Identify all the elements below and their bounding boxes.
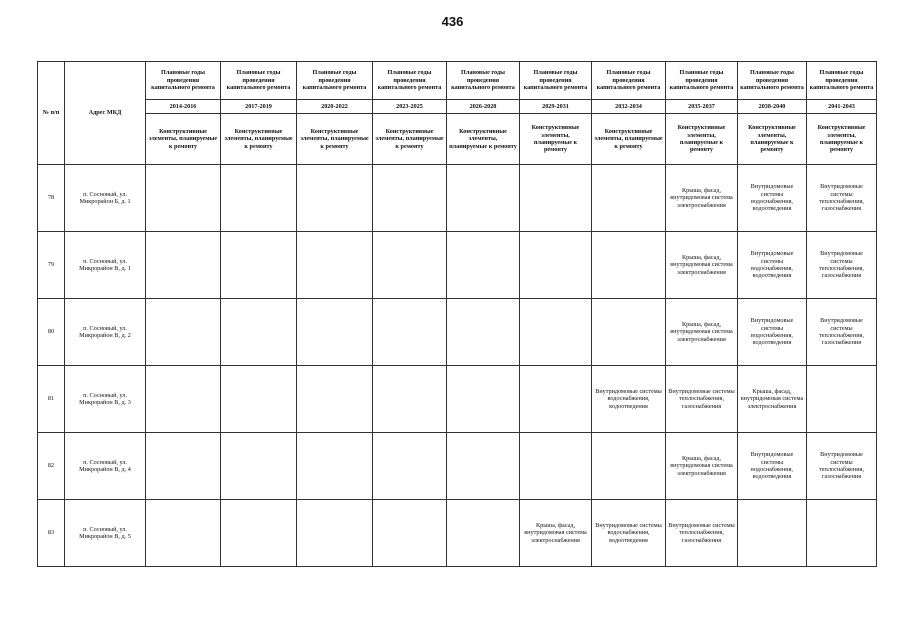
repair-elements-cell (807, 366, 877, 433)
repair-elements-cell (297, 165, 373, 232)
repair-elements-cell (373, 165, 447, 232)
row-address: п. Сосновый, ул. Микрорайон В, д. 4 (65, 433, 146, 500)
header-plan-years: Плановые годы проведения капитального ремонта (666, 62, 738, 100)
repair-elements-cell: Внутридомовые системы водоснабжения, водоотведения (592, 366, 666, 433)
row-address: п. Сосновый, ул. Микрорайон В, д. 2 (65, 299, 146, 366)
header-elements: Конструктивные элементы, планируемые к ремонту (297, 114, 373, 165)
row-number: 78 (38, 165, 65, 232)
repair-elements-cell: Внутридомовые системы водоснабжения, водоотведения (738, 165, 807, 232)
repair-elements-cell (221, 433, 297, 500)
repair-elements-cell (520, 232, 592, 299)
table-row (38, 299, 877, 366)
row-number: 80 (38, 299, 65, 366)
repair-elements-cell (373, 366, 447, 433)
repair-elements-cell (146, 366, 221, 433)
row-number: 79 (38, 232, 65, 299)
row-number: 83 (38, 500, 65, 567)
header-plan-years: Плановые годы проведения капитального ремонта (592, 62, 666, 100)
repair-elements-cell (146, 232, 221, 299)
repair-elements-cell (297, 366, 373, 433)
header-plan-years: Плановые годы проведения капитального ремонта (520, 62, 592, 100)
header-elements: Конструктивные элементы, планируемые к ремонту (221, 114, 297, 165)
header-elements: Конструктивные элементы, планируемые к ремонту (666, 114, 738, 165)
repair-elements-cell (297, 433, 373, 500)
repair-elements-cell (520, 165, 592, 232)
repair-elements-cell: Крыша, фасад, внутридомовая система электроснабжения (520, 500, 592, 567)
repair-schedule-table (37, 61, 877, 567)
header-plan-years: Плановые годы проведения капитального ремонта (297, 62, 373, 100)
header-address: Адрес МКД (65, 62, 146, 165)
header-plan-years: Плановые годы проведения капитального ремонта (221, 62, 297, 100)
header-year-range: 2041-2043 (807, 100, 877, 114)
repair-elements-cell (447, 366, 520, 433)
repair-elements-cell (373, 299, 447, 366)
repair-elements-cell: Внутридомовые системы теплоснабжения, газоснабжения (807, 165, 877, 232)
header-year-range: 2014-2016 (146, 100, 221, 114)
repair-elements-cell (146, 299, 221, 366)
header-plan-years: Плановые годы проведения капитального ремонта (738, 62, 807, 100)
header-plan-years: Плановые годы проведения капитального ремонта (447, 62, 520, 100)
repair-elements-cell (221, 366, 297, 433)
row-address: п. Сосновый, ул. Микрорайон В, д. 1 (65, 232, 146, 299)
header-year-range: 2017-2019 (221, 100, 297, 114)
row-number: 81 (38, 366, 65, 433)
header-year-range: 2032-2034 (592, 100, 666, 114)
repair-elements-cell: Внутридомовые системы теплоснабжения, газоснабжения (807, 232, 877, 299)
repair-elements-cell (373, 433, 447, 500)
table-row (38, 500, 877, 567)
header-year-range: 2026-2028 (447, 100, 520, 114)
repair-elements-cell (297, 500, 373, 567)
repair-elements-cell (373, 232, 447, 299)
table-row (38, 165, 877, 232)
header-elements: Конструктивные элементы, планируемые к ремонту (807, 114, 877, 165)
repair-elements-cell: Внутридомовые системы теплоснабжения, газоснабжения (807, 299, 877, 366)
repair-elements-cell: Внутридомовые системы теплоснабжения, газоснабжения (807, 433, 877, 500)
page-number: 436 (441, 14, 464, 29)
repair-elements-cell: Внутридомовые системы теплоснабжения, газоснабжения (666, 366, 738, 433)
repair-elements-cell (221, 299, 297, 366)
header-year-range: 2038-2040 (738, 100, 807, 114)
repair-elements-cell (447, 500, 520, 567)
header-elements: Конструктивные элементы, планируемые к ремонту (146, 114, 221, 165)
repair-elements-cell: Внутридомовые системы водоснабжения, водоотведения (738, 433, 807, 500)
repair-elements-cell (297, 299, 373, 366)
row-address: п. Сосновый, ул. Микрорайон Б, д. 1 (65, 165, 146, 232)
repair-elements-cell (520, 433, 592, 500)
row-number: 82 (38, 433, 65, 500)
repair-elements-cell (447, 433, 520, 500)
header-elements: Конструктивные элементы, планируемые к ремонту (592, 114, 666, 165)
repair-elements-cell (373, 500, 447, 567)
repair-elements-cell (447, 232, 520, 299)
table-row (38, 433, 877, 500)
table-body (38, 165, 877, 567)
repair-elements-cell (146, 433, 221, 500)
repair-elements-cell: Крыша, фасад, внутридомовая система электроснабжения (666, 165, 738, 232)
repair-elements-cell: Крыша, фасад, внутридомовая система электроснабжения (666, 433, 738, 500)
header-plan-years: Плановые годы проведения капитального ремонта (807, 62, 877, 100)
repair-elements-cell (738, 500, 807, 567)
repair-elements-cell (221, 500, 297, 567)
header-plan-years: Плановые годы проведения капитального ремонта (146, 62, 221, 100)
header-year-range: 2023-2025 (373, 100, 447, 114)
repair-elements-cell (520, 299, 592, 366)
header-elements: Конструктивные элементы, планируемые к ремонту (373, 114, 447, 165)
repair-elements-cell (221, 165, 297, 232)
header-year-range: 2020-2022 (297, 100, 373, 114)
repair-elements-cell: Крыша, фасад, внутридомовая система электроснабжения (666, 232, 738, 299)
repair-elements-cell (592, 433, 666, 500)
repair-elements-cell (592, 232, 666, 299)
header-year-range: 2035-2037 (666, 100, 738, 114)
repair-elements-cell (146, 500, 221, 567)
row-address: п. Сосновый, ул. Микрорайон В, д. 3 (65, 366, 146, 433)
repair-elements-cell (520, 366, 592, 433)
repair-elements-cell (592, 165, 666, 232)
repair-elements-cell (221, 232, 297, 299)
repair-elements-cell: Крыша, фасад, внутридомовая система электроснабжения (738, 366, 807, 433)
repair-elements-cell: Внутридомовые системы водоснабжения, водоотведения (738, 299, 807, 366)
repair-elements-cell: Внутридомовые системы водоснабжения, водоотведения (592, 500, 666, 567)
repair-elements-cell (592, 299, 666, 366)
header-num: № п/п (38, 62, 65, 165)
repair-elements-cell: Крыша, фасад, внутридомовая система электроснабжения (666, 299, 738, 366)
header-plan-years: Плановые годы проведения капитального ремонта (373, 62, 447, 100)
header-elements: Конструктивные элементы, планируемые к ремонту (447, 114, 520, 165)
repair-elements-cell: Внутридомовые системы теплоснабжения, газоснабжения (666, 500, 738, 567)
header-elements: Конструктивные элементы, планируемые к ремонту (738, 114, 807, 165)
row-address: п. Сосновый, ул. Микрорайон В, д. 5 (65, 500, 146, 567)
repair-elements-cell: Внутридомовые системы водоснабжения, водоотведения (738, 232, 807, 299)
table-row (38, 366, 877, 433)
repair-elements-cell (297, 232, 373, 299)
repair-elements-cell (447, 165, 520, 232)
repair-elements-cell (807, 500, 877, 567)
repair-elements-cell (146, 165, 221, 232)
header-year-range: 2029-2031 (520, 100, 592, 114)
table-row (38, 232, 877, 299)
repair-elements-cell (447, 299, 520, 366)
header-elements: Конструктивные элементы, планируемые к ремонту (520, 114, 592, 165)
